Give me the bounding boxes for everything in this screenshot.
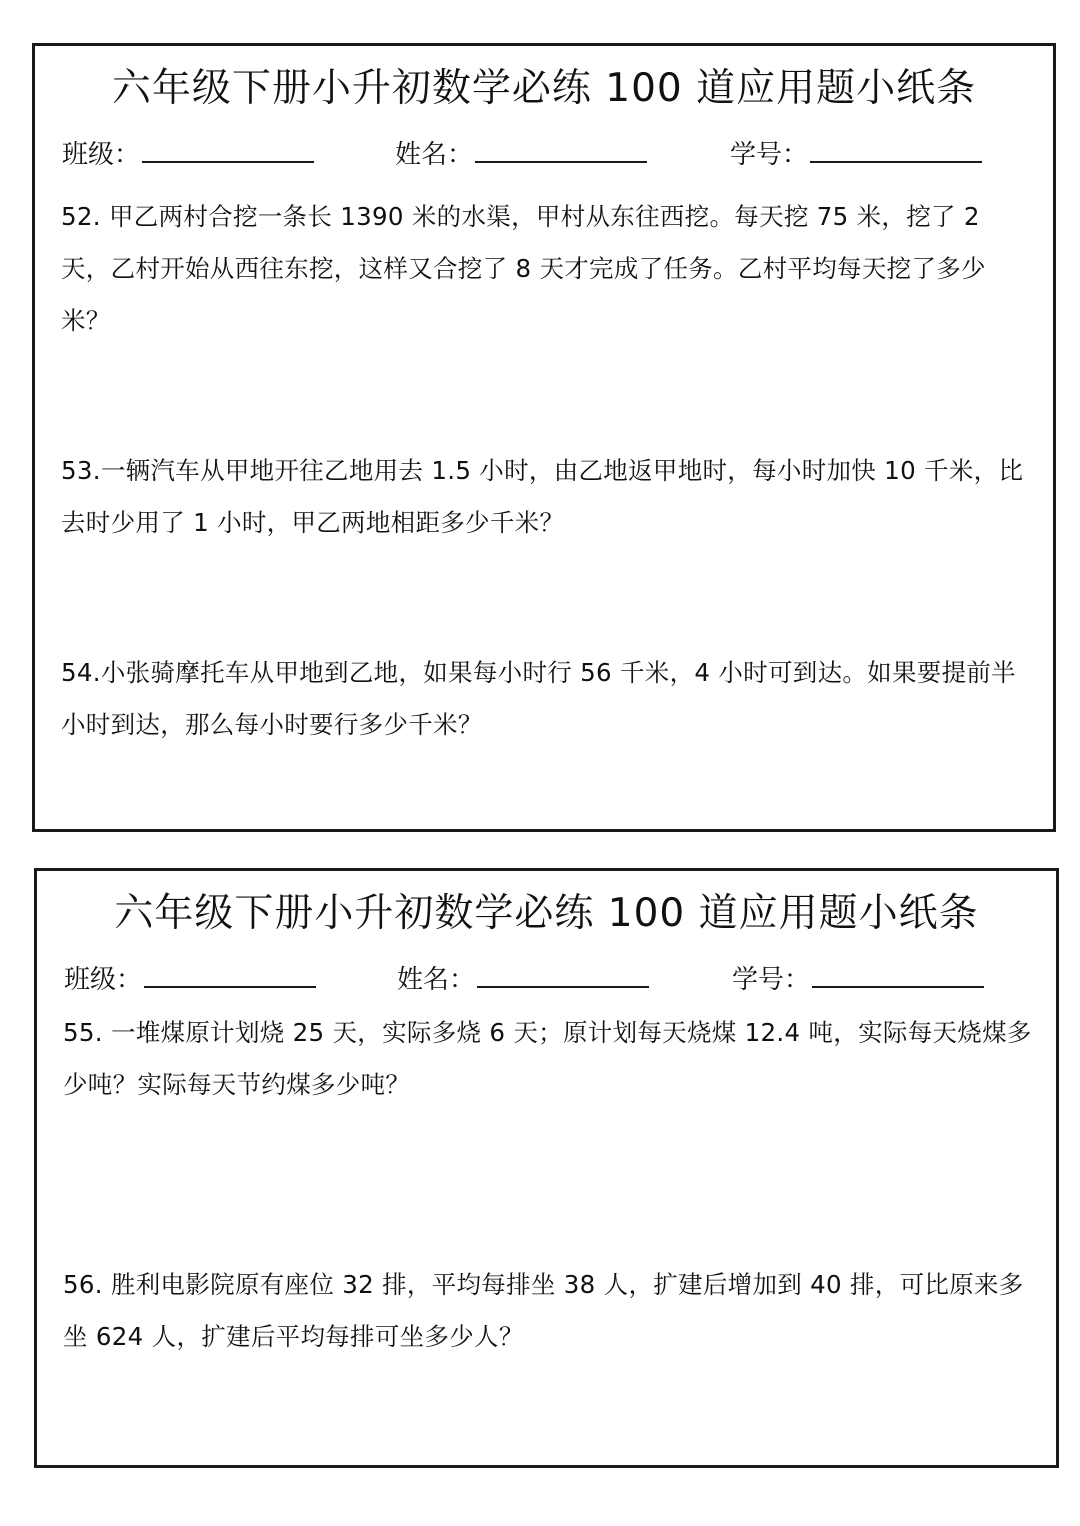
student-id-label: 学号： — [730, 140, 809, 170]
question-52: 52. 甲乙两村合挖一条长 1390 米的水渠，甲村从东往西挖。每天挖 75 米，挖了 2 天，乙村开始从西往东挖，这样又合挖了 8 天才完成了任务。乙村平均每天挖了多少米？ — [61, 202, 986, 335]
name-label: 姓名： — [397, 965, 476, 995]
class-field — [64, 963, 316, 997]
question-54: 54.小张骑摩托车从甲地到乙地，如果每小时行 56 千米，4 小时可到达。如果要提前半小时到达，那么每小时要行多少千米？ — [61, 658, 1016, 739]
student-id-field — [730, 138, 982, 172]
class-blank-line[interactable] — [142, 139, 314, 163]
name-label: 姓名： — [395, 140, 474, 170]
class-blank-line[interactable] — [144, 964, 316, 988]
question-56: 56. 胜利电影院原有座位 32 排，平均每排坐 38 人，扩建后增加到 40 排，可比原来多坐 624 人，扩建后平均每排可坐多少人？ — [63, 1270, 1024, 1351]
student-id-field — [732, 963, 984, 997]
student-id-blank-line[interactable] — [812, 964, 984, 988]
class-label: 班级： — [62, 140, 141, 170]
worksheet-card — [32, 43, 1056, 832]
class-field — [62, 138, 314, 172]
student-id-blank-line[interactable] — [810, 139, 982, 163]
question-53: 53.一辆汽车从甲地开往乙地用去 1.5 小时，由乙地返甲地时，每小时加快 10 千米，比去时少用了 1 小时，甲乙两地相距多少千米？ — [61, 456, 1024, 537]
student-info-row — [64, 963, 1036, 999]
question-55: 55. 一堆煤原计划烧 25 天，实际多烧 6 天；原计划每天烧煤 12.4 吨，实际每天烧煤多少吨？实际每天节约煤多少吨？ — [63, 1018, 1032, 1099]
name-blank-line[interactable] — [477, 964, 649, 988]
worksheet-card — [34, 868, 1059, 1468]
name-field — [395, 138, 647, 172]
student-id-label: 学号： — [732, 965, 811, 995]
name-blank-line[interactable] — [475, 139, 647, 163]
worksheet-title: 六年级下册小升初数学必练 100 道应用题小纸条 — [111, 66, 977, 111]
student-info-row — [62, 138, 1033, 174]
class-label: 班级： — [64, 965, 143, 995]
worksheet-title: 六年级下册小升初数学必练 100 道应用题小纸条 — [114, 891, 979, 936]
name-field — [397, 963, 649, 997]
